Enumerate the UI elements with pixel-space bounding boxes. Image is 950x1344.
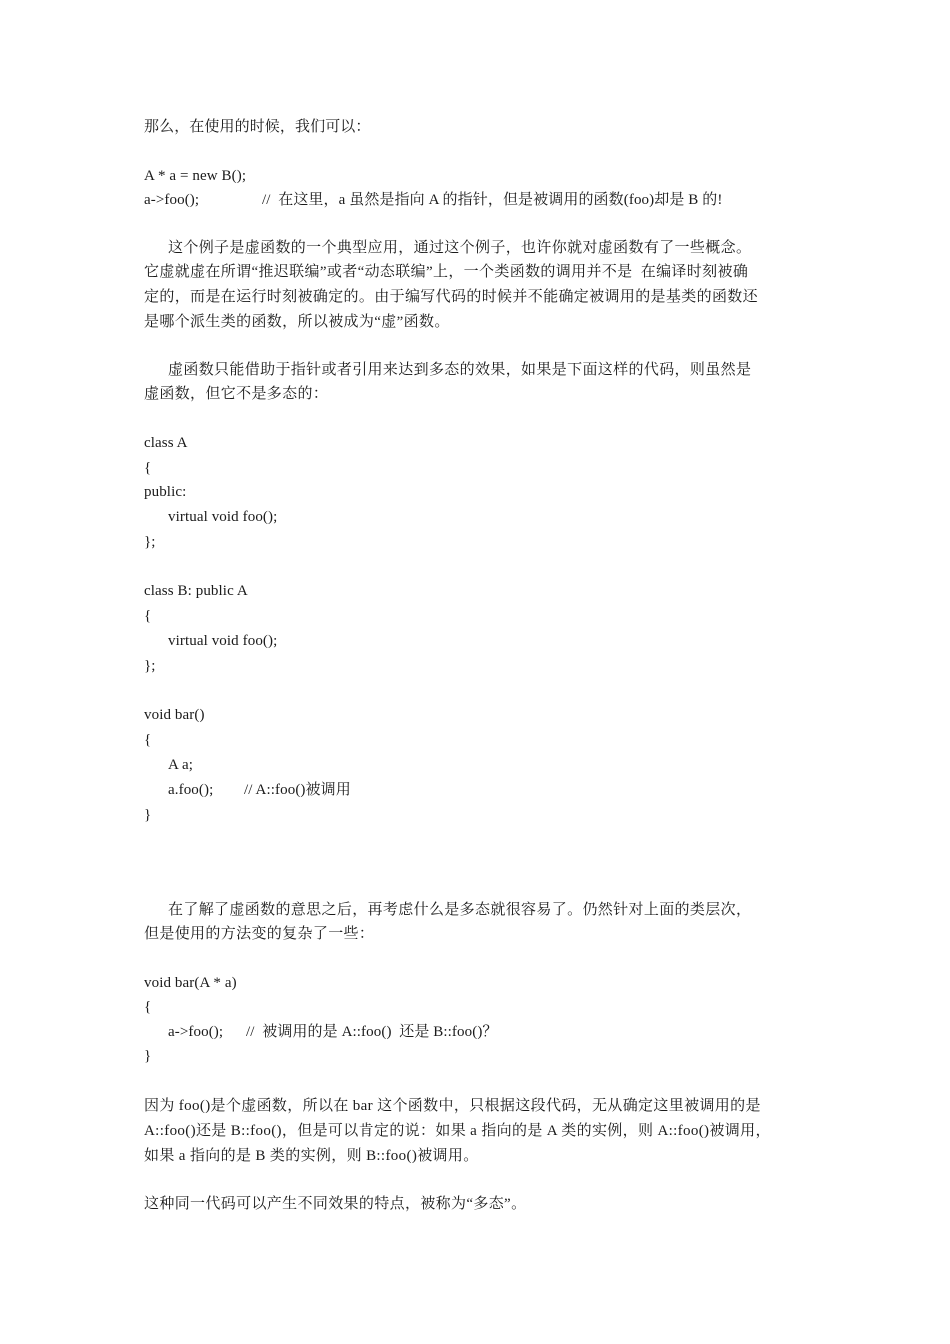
code-bar-call: a.foo(); <box>168 782 214 798</box>
code-bar-local: A a; <box>168 757 193 773</box>
code-bar-ptr-comment: // 被调用的是 A::foo() 还是 B::foo()？ <box>246 1024 498 1040</box>
code-bar-close: } <box>144 807 152 823</box>
code-bar-ptr-close: } <box>144 1048 152 1064</box>
paragraph-2-line-1: 虚函数只能借助于指针或者引用来达到多态的效果，如果是下面这样的代码，则虽然是 <box>168 362 752 378</box>
code-class-a-method: virtual void foo(); <box>168 509 278 525</box>
code-bar-comment: // A::foo()被调用 <box>244 782 351 798</box>
paragraph-4-line-2: A::foo()还是 B::foo()，但是可以肯定的说：如果 a 指向的是 A 类的实例，则 A::foo()被调用， <box>144 1123 771 1139</box>
code-bar-ptr-open: { <box>144 999 152 1015</box>
code-class-a-decl: class A <box>144 435 188 451</box>
paragraph-1-line-3: 定的，而是在运行时刻被确定的。由于编写代码的时候并不能确定被调用的是基类的函数还 <box>144 289 759 305</box>
paragraph-2-line-2: 虚函数，但它不是多态的： <box>144 386 329 402</box>
code-comment-foo-call: // 在这里，a 虽然是指向 A 的指针，但是被调用的函数(foo)却是 B 的! <box>262 192 723 208</box>
paragraph-1-line-2: 它虚就虚在所谓“推迟联编”或者“动态联编”上，一个类函数的调用并不是 在编译时刻被确 <box>144 264 749 280</box>
code-class-a-open: { <box>144 460 152 476</box>
code-class-a-public: public: <box>144 484 187 500</box>
code-class-b-decl: class B: public A <box>144 583 248 599</box>
paragraph-1-line-1: 这个例子是虚函数的一个典型应用，通过这个例子，也许你就对虚函数有了一些概念。 <box>168 240 752 256</box>
paragraph-4-line-3: 如果 a 指向的是 B 类的实例，则 B::foo()被调用。 <box>144 1148 479 1164</box>
code-bar-ptr-call: a->foo(); <box>168 1024 224 1040</box>
code-class-b-open: { <box>144 608 152 624</box>
code-class-b-close: }; <box>144 658 156 674</box>
code-class-b-method: virtual void foo(); <box>168 633 278 649</box>
code-class-a-close: }; <box>144 534 156 550</box>
paragraph-3-line-2: 但是使用的方法变的复杂了一些： <box>144 926 375 942</box>
intro-text: 那么，在使用的时候，我们可以： <box>144 119 371 135</box>
code-bar-open: { <box>144 732 152 748</box>
code-line-foo-call: a->foo(); <box>144 192 200 208</box>
paragraph-1-line-4: 是哪个派生类的函数，所以被成为“虚”函数。 <box>144 314 450 330</box>
code-bar-ptr-sig: void bar(A * a) <box>144 975 237 991</box>
paragraph-4-line-1: 因为 foo()是个虚函数，所以在 bar 这个函数中，只根据这段代码，无从确定这里被调用的是 <box>144 1098 761 1114</box>
paragraph-3-line-1: 在了解了虚函数的意思之后，再考虑什么是多态就很容易了。仍然针对上面的类层次， <box>168 902 752 918</box>
code-bar-sig: void bar() <box>144 707 205 723</box>
code-line-new-b: A * a = new B(); <box>144 168 247 184</box>
conclusion-text: 这种同一代码可以产生不同效果的特点，被称为“多态”。 <box>144 1196 527 1212</box>
